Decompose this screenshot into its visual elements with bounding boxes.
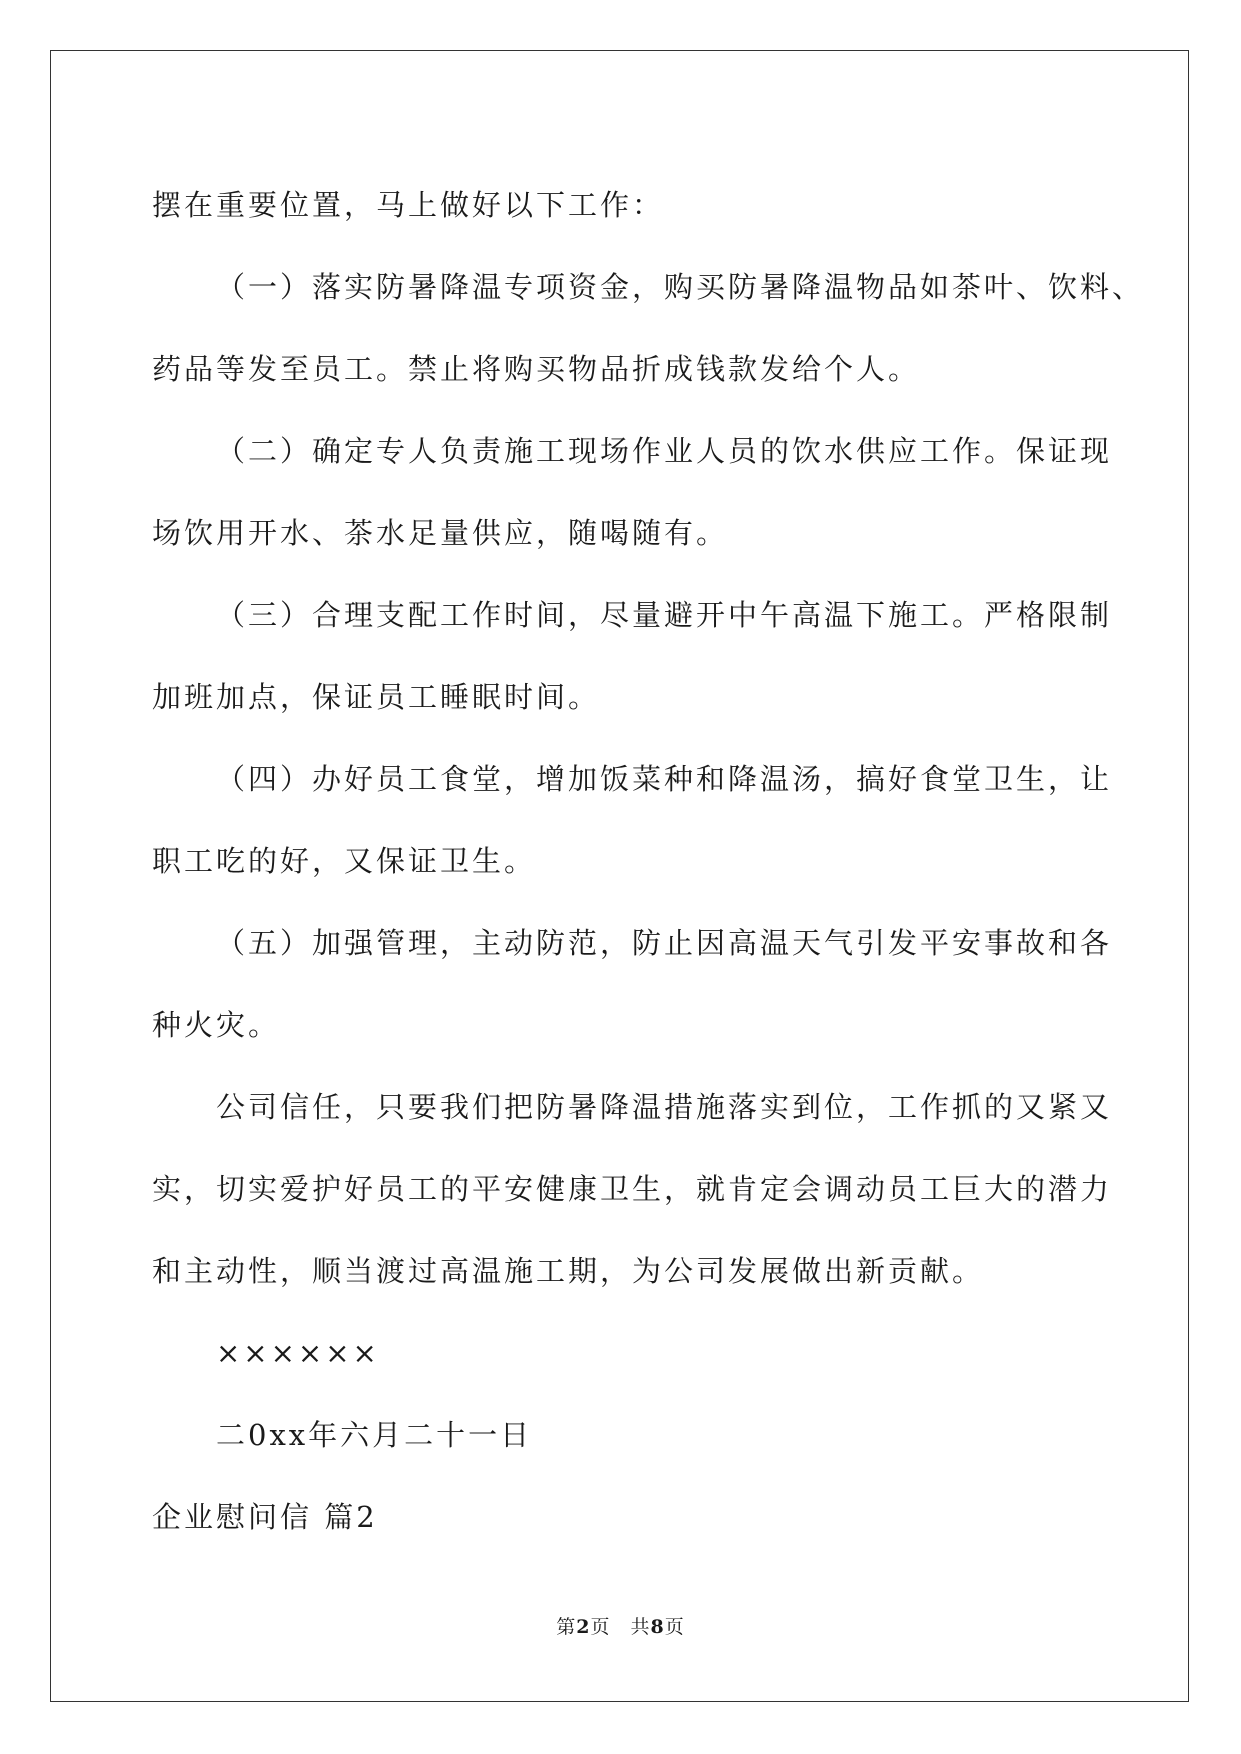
- footer-suffix: 页: [664, 1616, 685, 1638]
- text-line-9: 职工吃的好，又保证卫生。: [152, 844, 537, 878]
- text-line-12: 公司信任，只要我们把防暑降温措施落实到位，工作抓的又紧又: [216, 1090, 1113, 1124]
- text-line-7: 加班加点，保证员工睡眠时间。: [152, 680, 601, 714]
- text-line-3: 药品等发至员工。禁止将购买物品折成钱款发给个人。: [152, 352, 921, 386]
- text-line-6: （三）合理支配工作时间，尽量避开中午高温下施工。严格限制: [216, 598, 1113, 632]
- text-line-2: （一）落实防暑降温专项资金，购买防暑降温物品如茶叶、饮料、: [216, 270, 1145, 304]
- page-footer: [0, 1612, 1241, 1639]
- text-line-1: 摆在重要位置，马上做好以下工作：: [152, 188, 665, 222]
- text-line-5: 场饮用开水、茶水足量供应，随喝随有。: [152, 516, 729, 550]
- text-line-8: （四）办好员工食堂，增加饭菜种和降温汤，搞好食堂卫生，让: [216, 762, 1113, 796]
- text-line-13: 实，切实爱护好员工的平安健康卫生，就肯定会调动员工巨大的潜力: [152, 1172, 1113, 1206]
- footer-middle: 页 共: [590, 1616, 651, 1638]
- footer-prefix: 第: [556, 1616, 577, 1638]
- total-page-count: 8: [650, 1616, 665, 1638]
- current-page-number: 2: [576, 1616, 591, 1638]
- text-line-14: 和主动性，顺当渡过高温施工期，为公司发展做出新贡献。: [152, 1254, 985, 1288]
- letter-date: 二0xx年六月二十一日: [216, 1418, 533, 1452]
- section-heading: 企业慰问信 篇2: [152, 1500, 378, 1534]
- document-body: [152, 164, 1145, 1558]
- text-line-10: （五）加强管理，主动防范，防止因高温天气引发平安事故和各: [216, 926, 1113, 960]
- text-line-4: （二）确定专人负责施工现场作业人员的饮水供应工作。保证现: [216, 434, 1113, 468]
- text-line-11: 种火灾。: [152, 1008, 281, 1042]
- signature-placeholder: ××××××: [216, 1336, 380, 1370]
